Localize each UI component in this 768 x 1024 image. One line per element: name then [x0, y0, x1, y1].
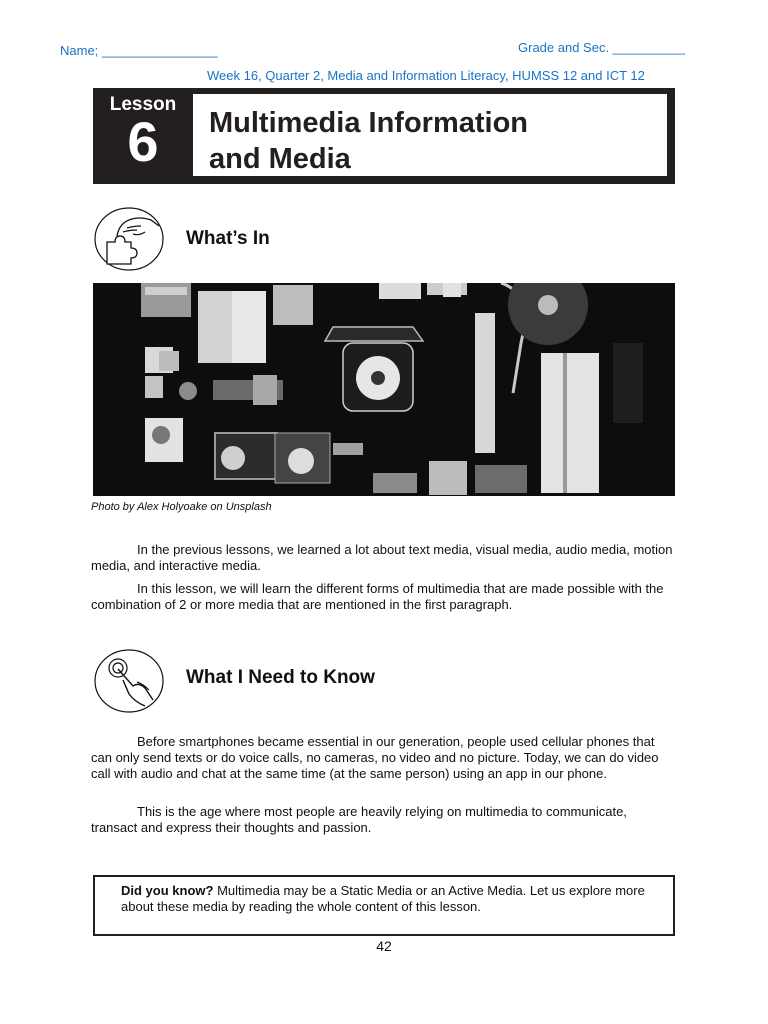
- what-i-need-to-know-heading: What I Need to Know: [186, 667, 375, 688]
- lesson-title: [209, 105, 528, 177]
- photo-illustration: [93, 283, 675, 496]
- lesson-title-line-1: Multimedia Information: [209, 107, 528, 139]
- did-you-know-box: [93, 875, 675, 936]
- did-you-know-body: Multimedia may be a Static Media or an Active Media. Let us explore more about these media by reading the whole content of this lesson.: [121, 883, 645, 914]
- paragraph-this-lesson: In this lesson, we will learn the different forms of multimedia that are made possible with the combination of 2 or more media that are mentioned in the first paragraph.: [91, 581, 664, 612]
- week-info-line: Week 16, Quarter 2, Media and Information Literacy, HUMSS 12 and ICT 12: [207, 68, 645, 83]
- lesson-banner: [93, 88, 675, 184]
- lesson-title-line-2: and Media: [209, 143, 351, 175]
- multimedia-objects-photo: [93, 283, 675, 496]
- lesson-number: 6: [127, 110, 159, 173]
- grade-section-line: Grade and Sec. __________: [518, 40, 685, 55]
- touch-hand-icon: [93, 648, 165, 714]
- lesson-label: Lesson: [109, 94, 177, 115]
- did-you-know-text: [121, 883, 661, 915]
- photo-caption: Photo by Alex Holyoake on Unsplash: [91, 501, 272, 513]
- did-you-know-label: Did you know?: [121, 883, 214, 898]
- paragraph-multimedia-age: This is the age where most people are heavily relying on multimedia to communicate, transact and express their thoughts and passion.: [91, 804, 627, 835]
- whats-in-heading: What’s In: [186, 228, 270, 249]
- lesson-title-box: [193, 94, 667, 176]
- puzzle-hand-icon: [93, 206, 165, 272]
- page-number: 42: [376, 938, 392, 954]
- name-field-line: Name; ________________: [60, 43, 218, 58]
- paragraph-previous-lessons: In the previous lessons, we learned a lot about text media, visual media, audio media, motion media, and interactive media.: [91, 542, 673, 573]
- paragraph-smartphones: Before smartphones became essential in our generation, people used cellular phones that can only send texts or do voice calls, no cameras, no video and no picture. Today, we can do video call with audio and chat at the same time (at the same person) using an app in our phone.: [91, 734, 659, 781]
